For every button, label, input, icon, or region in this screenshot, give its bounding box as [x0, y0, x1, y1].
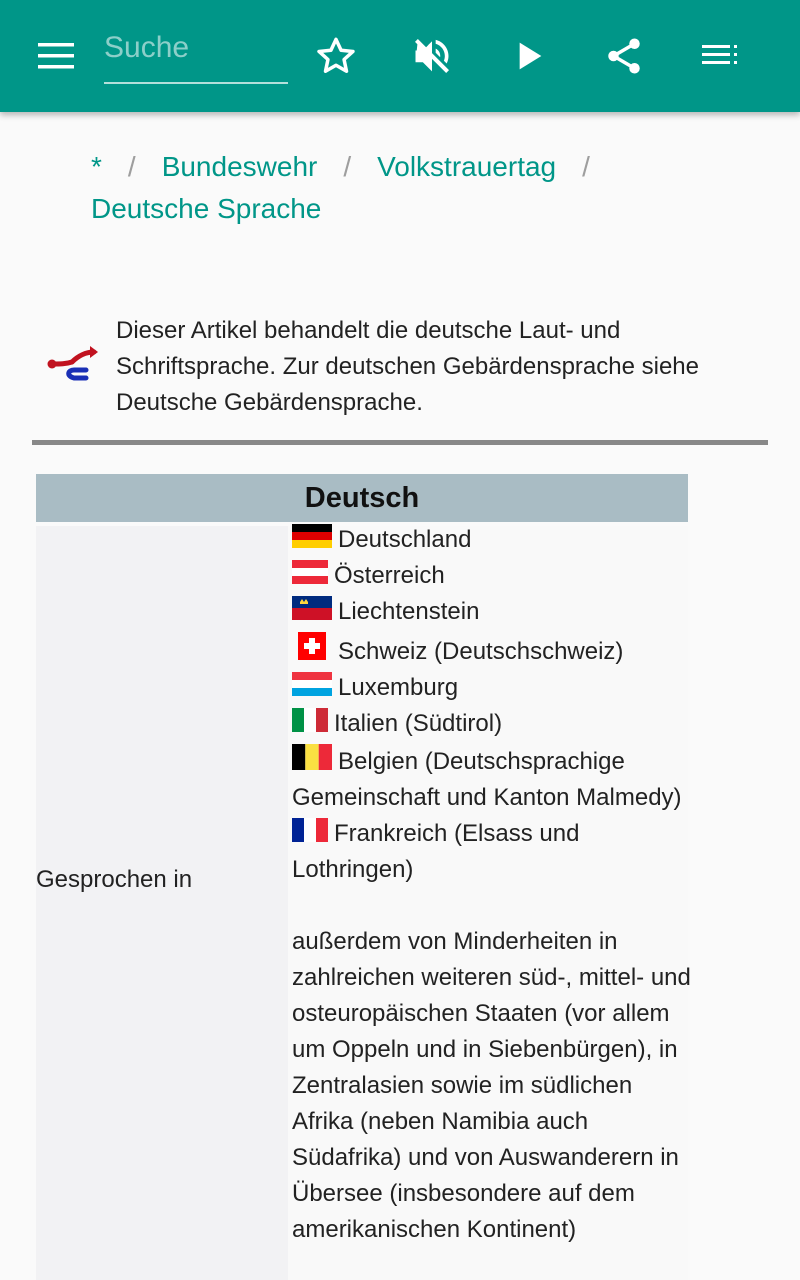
liechtenstein-flag-icon [292, 596, 332, 620]
hatnote-link[interactable]: Deutsche Gebärdensprache [116, 389, 417, 416]
app-bar [0, 0, 800, 112]
breadcrumb-item-volkstrauertag[interactable]: Volkstrauertag [377, 151, 557, 182]
hatnote [116, 313, 756, 421]
divider [32, 440, 768, 445]
list-item [292, 630, 692, 670]
share-icon[interactable] [592, 24, 656, 88]
switzerland-flag-icon [292, 632, 332, 660]
hatnote-text: Dieser Artikel behandelt die deutsche Laut- und Schriftsprache. Zur deutschen Gebärdensprache siehe [116, 317, 699, 380]
list-item [292, 706, 692, 742]
luxembourg-flag-icon [292, 672, 332, 696]
france-flag-icon [292, 818, 328, 842]
infobox-values [292, 522, 692, 1248]
country-link[interactable]: Österreich [334, 562, 445, 589]
breadcrumb-separator: / [127, 151, 136, 182]
breadcrumb-item-current[interactable]: Deutsche Sprache [91, 193, 322, 224]
list-item [292, 594, 692, 630]
hamburger-menu-icon[interactable] [24, 24, 88, 88]
infobox-label: Gesprochen in [36, 866, 193, 893]
country-link[interactable]: Belgien (Deutschsprachige Gemeinschaft und Kanton Malmedy) [292, 748, 682, 811]
table-of-contents-icon[interactable] [688, 24, 752, 88]
country-link[interactable]: Deutschland [338, 526, 472, 553]
germany-flag-icon [292, 524, 332, 548]
list-item [292, 670, 692, 706]
play-icon[interactable] [496, 24, 560, 88]
country-link[interactable]: Luxemburg [338, 674, 459, 701]
volume-off-icon[interactable] [400, 24, 464, 88]
country-link[interactable]: Schweiz (Deutschschweiz) [338, 638, 624, 665]
country-link[interactable]: Frankreich (Elsass und Lothringen) [292, 820, 580, 883]
disambiguation-arrow-icon [46, 342, 100, 384]
breadcrumb [91, 146, 771, 230]
search-field [104, 20, 288, 84]
list-item [292, 742, 692, 816]
italy-flag-icon [292, 708, 328, 732]
infobox-label-cell [36, 526, 288, 1280]
austria-flag-icon [292, 560, 328, 584]
belgium-flag-icon [292, 744, 332, 770]
country-link[interactable]: Liechtenstein [338, 598, 480, 625]
breadcrumb-item-bundeswehr[interactable]: Bundeswehr [161, 151, 318, 182]
list-item [292, 522, 692, 558]
breadcrumb-item-home[interactable]: * [91, 151, 102, 182]
hatnote-text-end: . [416, 389, 423, 416]
breadcrumb-separator: / [343, 151, 352, 182]
country-link[interactable]: Italien (Südtirol) [334, 710, 503, 737]
breadcrumb-separator: / [582, 151, 590, 182]
list-item [292, 816, 692, 888]
star-outline-icon[interactable] [304, 24, 368, 88]
infobox-extra-text: außerdem von Minderheiten in zahlreichen weiteren süd-, mittel- und osteuropäischen Staaten (vor allem um Oppeln und in Siebenbürgen), in Zentralasien sowie im südlichen Afrika (neben Namibia auch Südafrika) und von Auswanderern in Übersee (insbesondere auf dem amerikanischen Kontinent) [292, 928, 691, 1243]
search-input[interactable] [104, 20, 288, 76]
list-item [292, 558, 692, 594]
infobox-title: Deutsch [36, 474, 688, 522]
